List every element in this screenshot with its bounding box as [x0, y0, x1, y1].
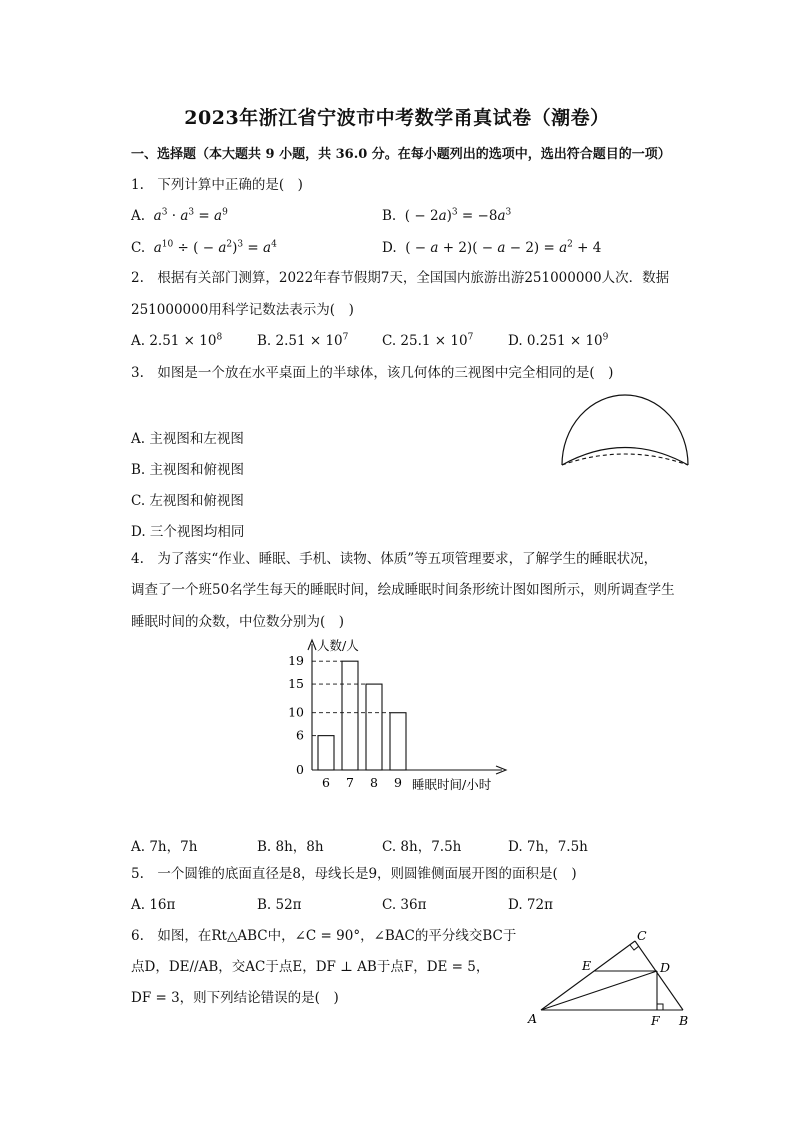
label-d: D: [660, 960, 671, 975]
q1-option-c[interactable]: C. $a^{10}$ ÷ ( − $a^2)^3 = a^4$: [131, 239, 277, 256]
q4-stem-line1: 4. 为了落实“作业、睡眠、手机、读物、体质”等五项管理要求，了解学生的睡眠状况，: [131, 551, 658, 567]
q5-option-c[interactable]: C. 36π: [382, 897, 427, 913]
q6-stem-line2: 点D，DE//AB，交AC于点E，DF ⊥ AB于点F，DE = 5，: [131, 959, 490, 975]
q2-stem-line2: 251000000用科学记数法表示为( ): [131, 302, 354, 318]
q1-option-a[interactable]: A. $a^3 \cdot a^3 = a^9$: [131, 207, 228, 224]
q1-option-b[interactable]: B. ( − $2a)^3 = -8a^3$: [382, 207, 512, 224]
q3-option-b[interactable]: B. 主视图和俯视图: [131, 462, 245, 478]
y-tick-label: 0: [296, 762, 304, 777]
x-tick-label: 9: [394, 775, 402, 790]
bar-8: [366, 684, 382, 770]
q4-option-d[interactable]: D. 7h，7.5h: [508, 839, 588, 855]
q4-stem-line3: 睡眠时间的众数，中位数分别为( ): [131, 614, 345, 630]
q4-option-b[interactable]: B. 8h，8h: [257, 839, 324, 855]
bar-6: [318, 736, 334, 770]
segment-ac: [541, 941, 635, 1010]
x-axis-label: 睡眠时间/小时: [412, 777, 492, 792]
segment-ad: [541, 971, 657, 1010]
label-a: A: [528, 1011, 538, 1026]
q5-option-a[interactable]: A. 16π: [131, 897, 176, 913]
q3-option-c[interactable]: C. 左视图和俯视图: [131, 493, 244, 509]
y-tick-label: 15: [288, 676, 304, 692]
label-c: C: [637, 928, 647, 943]
hemisphere-figure: [555, 385, 695, 475]
q4-stem-line2: 调查了一个班50名学生每天的睡眠时间，绘成睡眠时间条形统计图如图所示，则所调查学生: [131, 582, 675, 598]
label-b: B: [679, 1013, 689, 1028]
right-angle-f: [657, 1004, 663, 1010]
y-axis-label: 人数/人: [317, 638, 359, 653]
q2-option-a[interactable]: A. $2.51 \times 10^8$: [131, 332, 223, 349]
hemisphere-base-front: [562, 448, 688, 466]
x-tick-label: 6: [322, 775, 330, 790]
q2-stem-line1: 2. 根据有关部门测算，2022年春节假期7天，全国国内旅游出游251000000人次．数据: [131, 270, 670, 286]
q1-option-d[interactable]: D. ( − $a + 2)( - a - 2) = a^2 + 4$: [382, 239, 602, 256]
triangle-figure: [520, 925, 700, 1035]
q5-stem: 5. 一个圆锥的底面直径是8，母线长是9，则圆锥侧面展开图的面积是( ): [131, 866, 577, 882]
q4-option-a[interactable]: A. 7h，7h: [131, 839, 198, 855]
q4-option-c[interactable]: C. 8h，7.5h: [382, 839, 462, 855]
y-tick-label: 19: [288, 653, 304, 669]
q5-option-d[interactable]: D. 72π: [508, 897, 553, 913]
y-tick-label: 6: [296, 727, 304, 743]
x-tick-label: 8: [370, 775, 378, 790]
q3-option-d[interactable]: D. 三个视图均相同: [131, 524, 245, 540]
section-heading: 一、选择题（本大题共 9 小题，共 36.0 分。在每小题列出的选项中，选出符合题目的一项）: [131, 147, 671, 162]
bar-9: [390, 713, 406, 770]
q1-stem: 1. 下列计算中正确的是( ): [131, 177, 303, 193]
y-tick-label: 10: [288, 704, 304, 720]
label-f: F: [651, 1013, 660, 1028]
q3-stem: 3. 如图是一个放在水平桌面上的半球体，该几何体的三视图中完全相同的是( ): [131, 365, 614, 381]
q2-option-d[interactable]: D. $0.251 \times 10^9$: [508, 332, 609, 349]
q3-option-a[interactable]: A. 主视图和左视图: [131, 431, 244, 447]
sleep-bar-chart: [280, 630, 520, 800]
q2-option-b[interactable]: B. $2.51 \times 10^7$: [257, 332, 349, 349]
label-e: E: [582, 958, 592, 973]
q2-option-c[interactable]: C. $25.1 \times 10^7$: [382, 332, 474, 349]
q6-stem-line3: DF = 3，则下列结论错误的是( ): [131, 990, 339, 1006]
page-title: 2023年浙江省宁波市中考数学甬真试卷（潮卷）: [184, 107, 610, 129]
q6-stem-line1: 6. 如图，在Rt△ABC中，∠C = 90°，∠BAC的平分线交BC于: [131, 928, 517, 944]
x-tick-label: 7: [346, 775, 354, 790]
q5-option-b[interactable]: B. 52π: [257, 897, 302, 913]
bar-7: [342, 661, 358, 770]
